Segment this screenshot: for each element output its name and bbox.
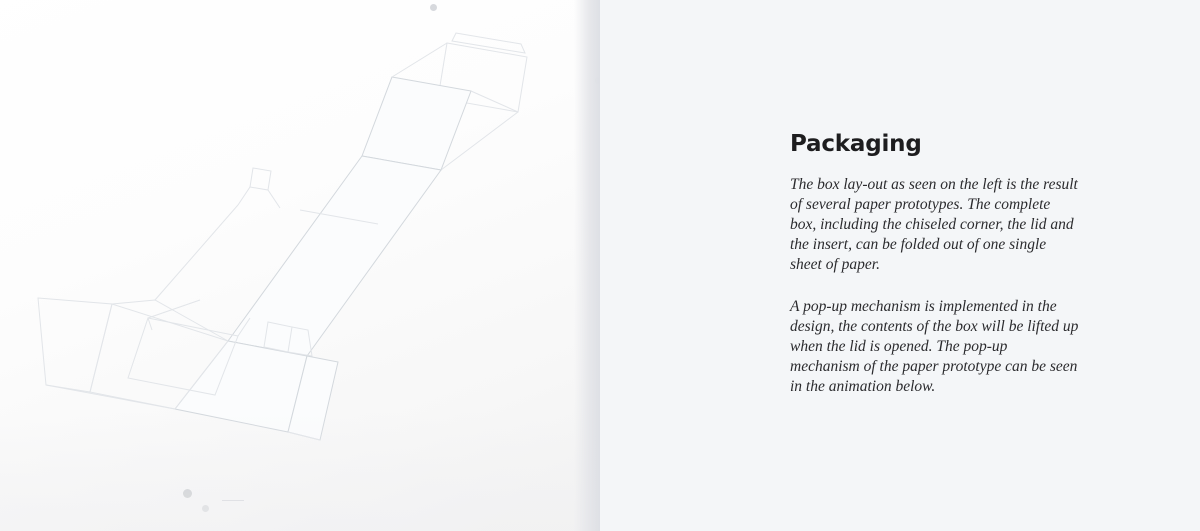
description-paragraph-2: A pop-up mechanism is implemented in the design, the contents of the box will be lifted up when the lid is opened. The pop-up mechanism of the paper prototype can be seen in the animation below. (790, 298, 1079, 396)
description-content (790, 132, 1080, 397)
paper-bottom-shading (0, 411, 600, 531)
paper-punch-hole (430, 4, 437, 11)
description-paragraph-1: The box lay-out as seen on the left is the result of several paper prototypes. The complete box, including the chiseled corner, the lid and the insert, can be folded out of one single sheet of paper. (790, 176, 1078, 274)
paper-right-edge (574, 0, 600, 531)
page-title: Packaging (790, 131, 922, 157)
description-panel (600, 0, 1200, 531)
